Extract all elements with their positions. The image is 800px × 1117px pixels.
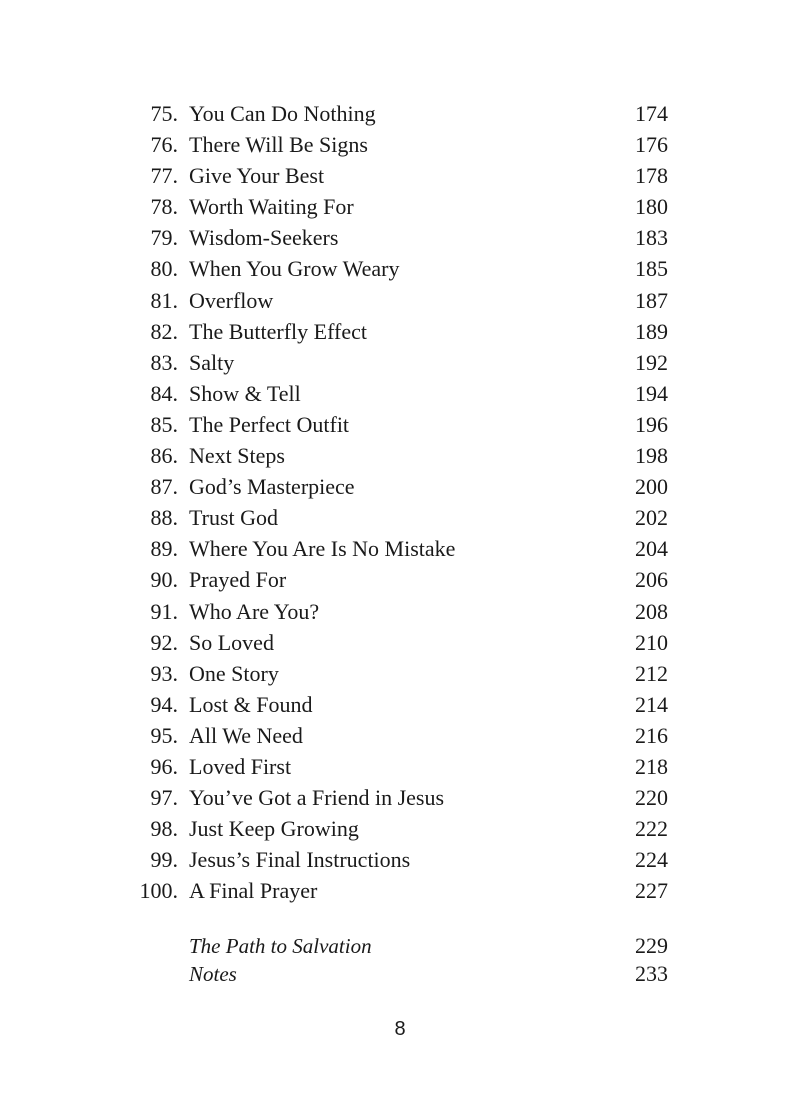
toc-entry-title: Who Are You? [189,598,320,624]
toc-entry-title: The Butterfly Effect [189,318,367,344]
toc-entry-title: Overflow [189,287,274,313]
toc-entry-page: 204 [635,536,668,562]
toc-entry-title: Prayed For [189,567,287,593]
toc-entry-title: When You Grow Weary [189,256,400,282]
toc-entry [0,316,800,347]
backmatter-entry-title: The Path to Salvation [189,934,372,958]
toc-entry-title: Where You Are Is No Mistake [189,536,456,562]
toc-entry [0,813,800,844]
backmatter-entry [0,932,800,960]
toc-entry-number: 99. [150,847,178,873]
toc-entry-page: 192 [635,349,668,375]
toc-entry-number: 81. [150,287,178,313]
toc-entry [0,347,800,378]
backmatter-entry-title: Notes [189,962,237,986]
toc-entry-number: 80. [150,256,178,282]
toc-entry-page: 187 [635,287,668,313]
toc-entry-number: 96. [150,753,178,779]
toc-entry-title: Give Your Best [189,163,325,189]
toc-entry-page: 216 [635,722,668,748]
toc-entry-page: 210 [635,629,668,655]
backmatter-entry-page: 229 [635,933,668,958]
toc-entry-number: 84. [150,380,178,406]
toc-entry-title: You Can Do Nothing [189,101,376,126]
toc-entry [0,844,800,875]
table-of-contents [0,98,800,906]
toc-entry-number: 78. [150,194,178,220]
toc-entry-title: A Final Prayer [189,878,318,904]
toc-entry-number: 100. [139,878,178,904]
toc-entry-page: 196 [635,411,668,437]
toc-entry-page: 183 [635,225,668,251]
toc-entry-title: God’s Masterpiece [189,474,355,500]
toc-entry-number: 79. [150,225,178,251]
toc-entry-page: 206 [635,567,668,593]
toc-entry [0,658,800,689]
toc-entry-number: 90. [150,567,178,593]
toc-entry-number: 75. [150,101,178,126]
toc-entry [0,875,800,906]
toc-entry-page: 218 [635,753,668,779]
toc-entry-number: 92. [150,629,178,655]
toc-entry-number: 83. [150,349,178,375]
toc-entry [0,160,800,191]
toc-entry-page: 224 [635,847,668,873]
toc-entry [0,596,800,627]
toc-entry-page: 200 [635,474,668,500]
toc-entry-number: 85. [150,411,178,437]
toc-entry [0,440,800,471]
toc-entry [0,627,800,658]
page-number: 8 [394,1018,406,1040]
toc-entry-title: You’ve Got a Friend in Jesus [189,785,445,811]
toc-entry-title: Next Steps [189,443,285,469]
toc-entry-title: There Will Be Signs [189,132,368,158]
toc-entry-page: 174 [635,101,668,126]
toc-entry-number: 89. [150,536,178,562]
toc-entry-number: 76. [150,132,178,158]
toc-entry [0,471,800,502]
toc-entry-page: 194 [635,380,668,406]
toc-entry-title: Wisdom-Seekers [189,225,339,251]
toc-entry-title: Jesus’s Final Instructions [189,847,411,873]
toc-entry-title: Lost & Found [189,691,313,717]
toc-entry-page: 214 [635,691,668,717]
toc-entry-page: 185 [635,256,668,282]
toc-entry-title: Salty [189,349,235,375]
toc-entry [0,378,800,409]
toc-entry [0,782,800,813]
toc-entry-page: 198 [635,443,668,469]
toc-entry-number: 82. [150,318,178,344]
toc-entry [0,98,800,129]
toc-entry [0,533,800,564]
toc-entry [0,720,800,751]
toc-entry-page: 180 [635,194,668,220]
toc-entry [0,751,800,782]
toc-entry-number: 88. [150,505,178,531]
backmatter-list [0,932,800,988]
toc-entry-page: 189 [635,318,668,344]
toc-entry-number: 94. [150,691,178,717]
toc-entry [0,689,800,720]
toc-entry-title: So Loved [189,629,274,655]
toc-entry-number: 93. [150,660,178,686]
toc-entry-page: 212 [635,660,668,686]
toc-entry-number: 86. [150,443,178,469]
backmatter-entry [0,960,800,988]
toc-entry [0,129,800,160]
toc-entry [0,502,800,533]
toc-entry-number: 97. [150,785,178,811]
toc-entry [0,409,800,440]
toc-entry-page: 208 [635,598,668,624]
toc-entry [0,564,800,595]
toc-entry-page: 220 [635,785,668,811]
toc-entry-page: 176 [635,132,668,158]
toc-entry-number: 95. [150,722,178,748]
toc-entry-page: 227 [635,878,668,904]
toc-entry [0,222,800,253]
toc-entry-title: The Perfect Outfit [189,411,350,437]
backmatter-entry-page: 233 [635,961,668,986]
toc-entry-title: Loved First [189,753,292,779]
toc-entry-number: 91. [150,598,178,624]
toc-entry-title: Worth Waiting For [189,194,354,220]
toc-entry-title: One Story [189,660,279,686]
toc-entry-page: 222 [635,816,668,842]
toc-entry-number: 87. [150,474,178,500]
toc-entry-title: All We Need [189,722,303,748]
toc-entry-title: Trust God [189,505,279,531]
toc-entry-page: 202 [635,505,668,531]
toc-entry-title: Show & Tell [189,380,301,406]
toc-entry-page: 178 [635,163,668,189]
toc-entry [0,285,800,316]
toc-entry [0,191,800,222]
toc-entry [0,253,800,284]
toc-entry-title: Just Keep Growing [189,816,359,842]
toc-entry-number: 77. [150,163,178,189]
toc-entry-number: 98. [150,816,178,842]
